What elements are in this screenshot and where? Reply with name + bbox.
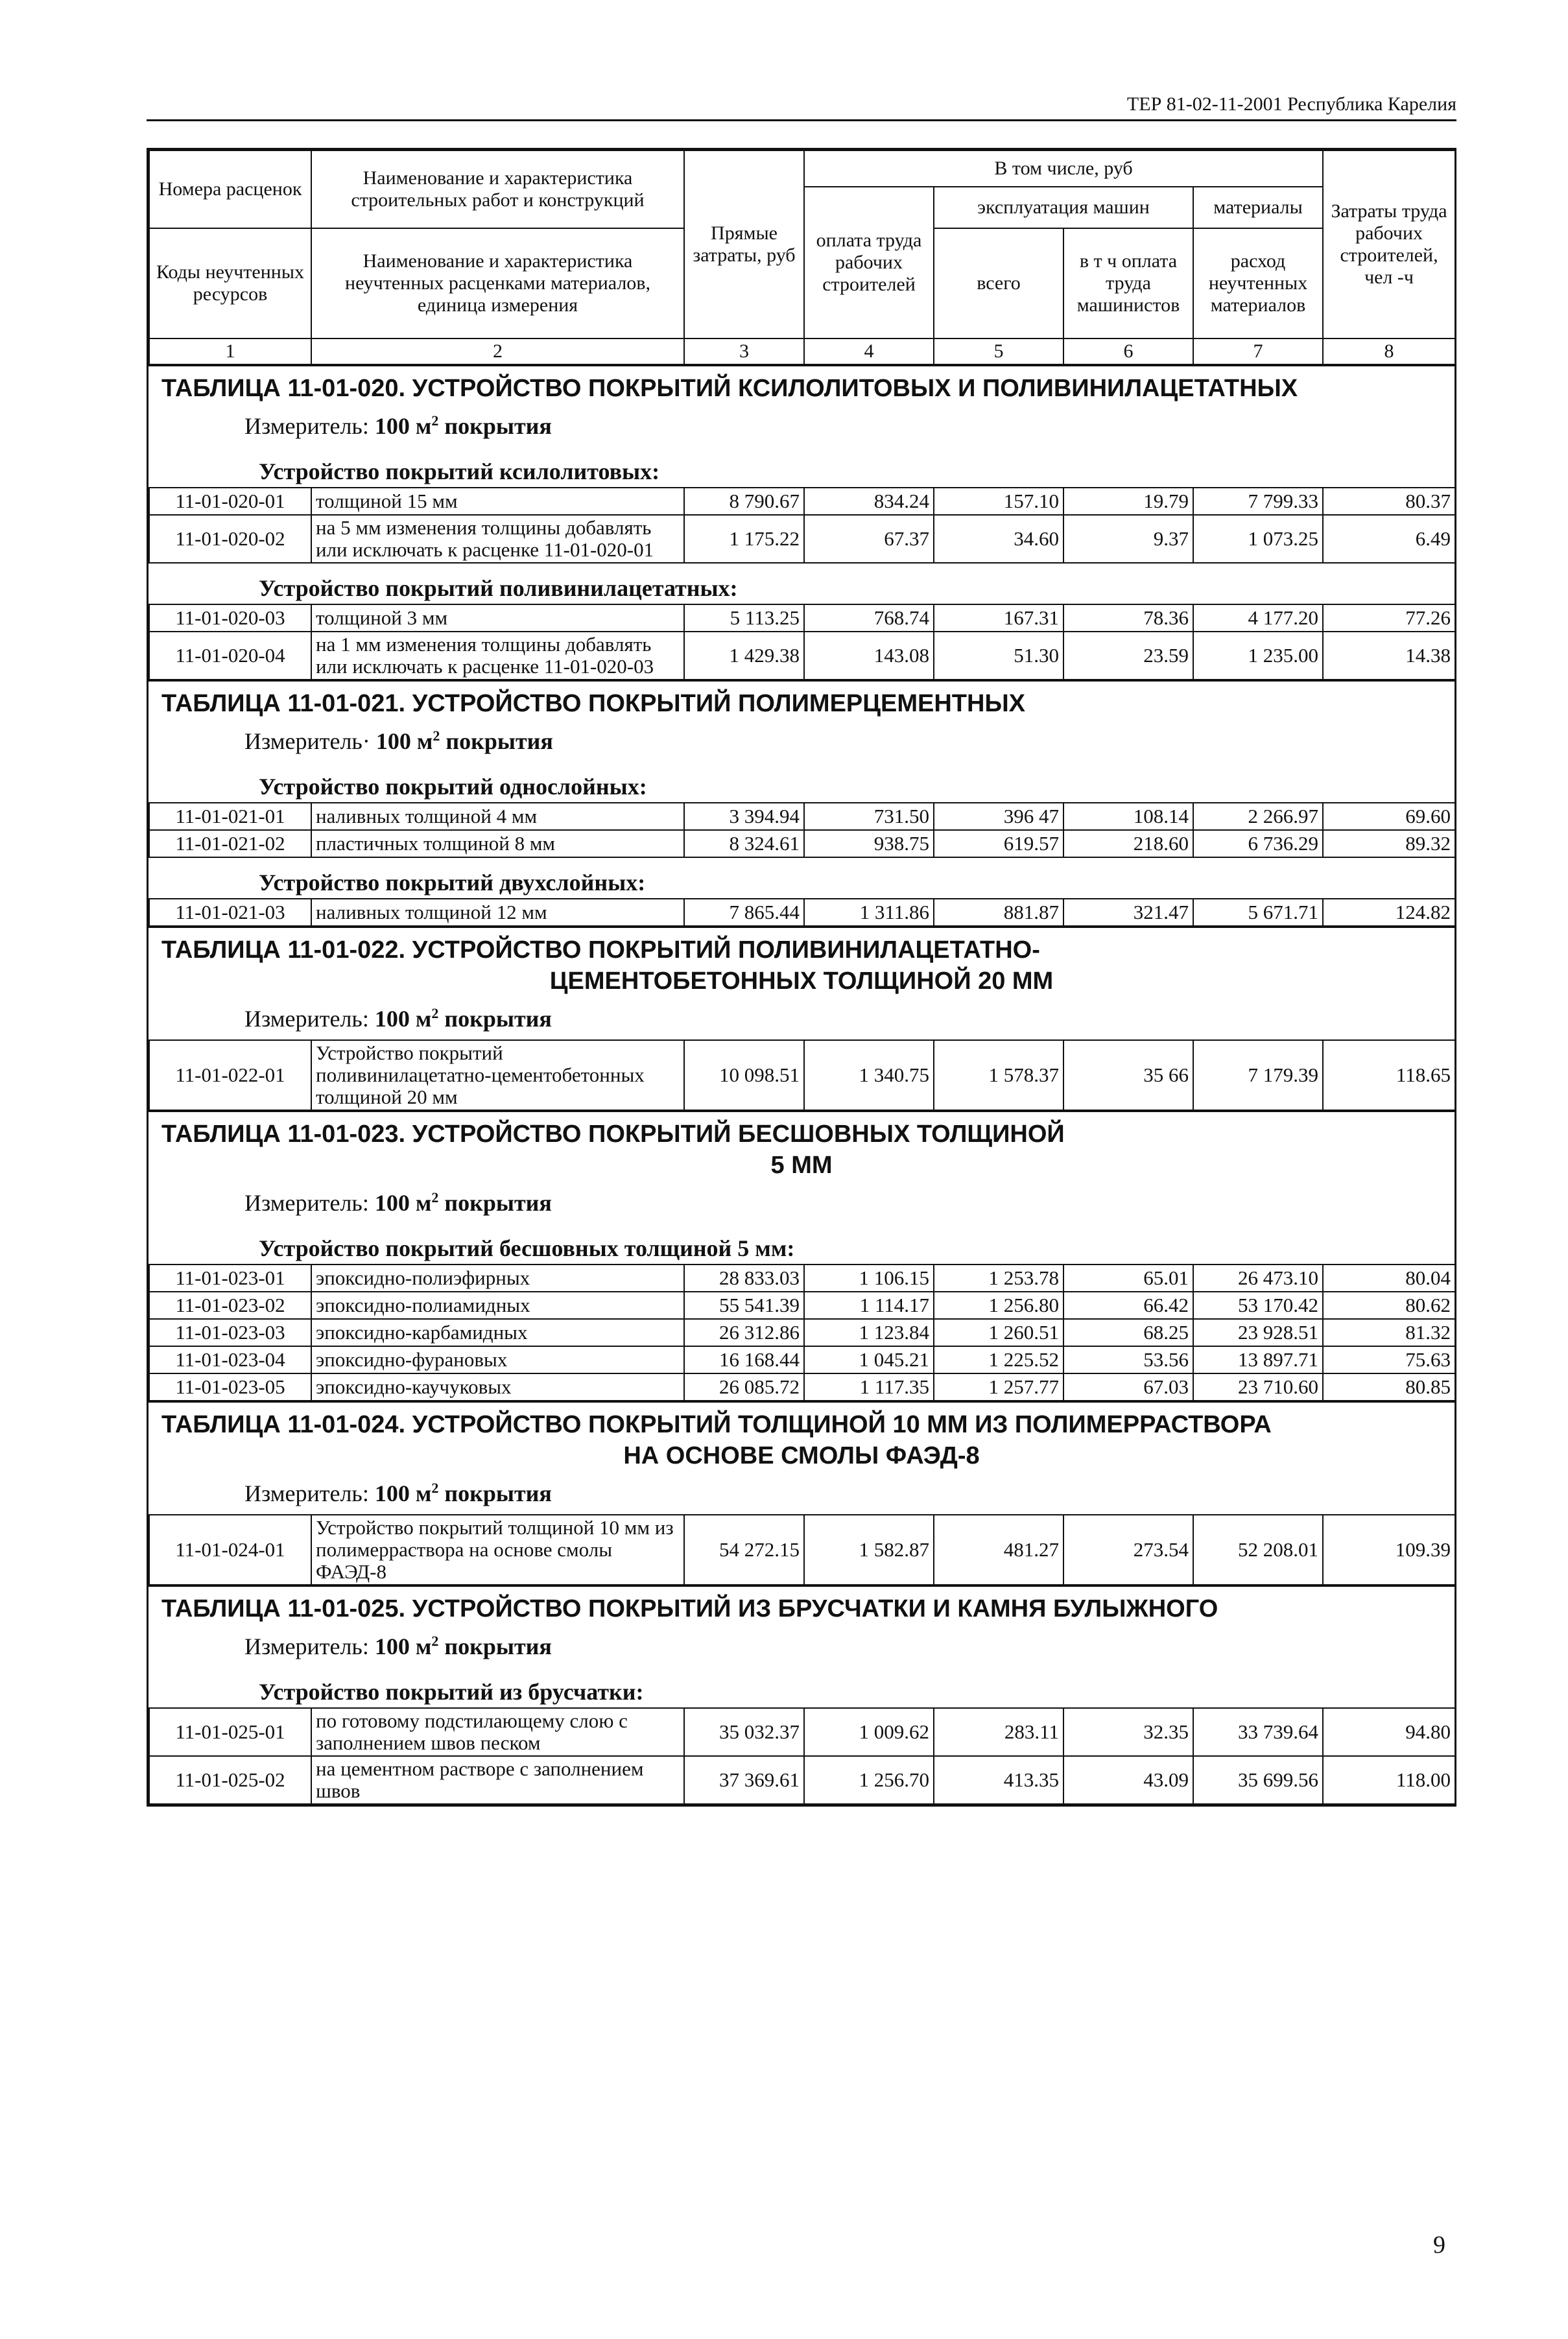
- labor-pay-value: 938.75: [804, 830, 934, 857]
- materials-value: 1 235.00: [1193, 632, 1323, 680]
- table-title: [148, 366, 1455, 404]
- table-title: [148, 1587, 1455, 1624]
- measure-label: Измеритель:: [244, 1480, 369, 1506]
- column-header-table: [148, 150, 1456, 365]
- rate-table-section: [148, 1585, 1455, 1805]
- direct-costs-value: 1 429.38: [684, 632, 804, 680]
- direct-costs-value: 37 369.61: [684, 1756, 804, 1804]
- materials-value: 52 208.01: [1193, 1515, 1323, 1585]
- table-row: [149, 1040, 1455, 1110]
- rate-code: 11-01-023-02: [149, 1292, 311, 1319]
- operators-pay-value: 35 66: [1063, 1040, 1193, 1110]
- labor-hours-value: 81.32: [1323, 1319, 1455, 1346]
- measure-number: 100 м: [374, 1006, 432, 1032]
- rate-code: 11-01-023-01: [149, 1264, 311, 1292]
- direct-costs-value: 7 865.44: [684, 899, 804, 926]
- measure-exponent: 2: [431, 1189, 439, 1205]
- operators-pay-value: 78.36: [1063, 604, 1193, 632]
- table-title: [148, 1112, 1455, 1181]
- group-subheading: Устройство покрытий двухслойных:: [259, 870, 646, 896]
- col-number: 4: [804, 338, 934, 364]
- measure-label: Измеритель:: [244, 1006, 369, 1032]
- group-subheading: Устройство покрытий однослойных:: [259, 774, 647, 800]
- col-group-machines: эксплуатация машин: [934, 187, 1193, 228]
- materials-value: 13 897.71: [1193, 1346, 1323, 1373]
- rate-code: 11-01-023-04: [149, 1346, 311, 1373]
- col-number: 2: [311, 338, 684, 364]
- direct-costs-value: 1 175.22: [684, 515, 804, 563]
- operators-pay-value: 9.37: [1063, 515, 1193, 563]
- machines-value: 1 253.78: [934, 1264, 1063, 1292]
- rates-table: [148, 802, 1456, 858]
- measure-value: [375, 1633, 552, 1659]
- table-title-line: ТАБЛИЦА 11-01-024. УСТРОЙСТВО ПОКРЫТИЙ ТОЛЩИНОЙ 10 ММ ИЗ ПОЛИМЕРРАСТВОРА: [161, 1411, 1272, 1438]
- machines-value: 396 47: [934, 803, 1063, 830]
- operators-pay-value: 108.14: [1063, 803, 1193, 830]
- table-row: [149, 1515, 1455, 1585]
- work-name: пластичных толщиной 8 мм: [311, 830, 684, 857]
- work-name: толщиной 3 мм: [311, 604, 684, 632]
- measure-tail: покрытия: [444, 1633, 552, 1659]
- labor-pay-value: 1 045.21: [804, 1346, 934, 1373]
- measure-exponent: 2: [431, 1480, 439, 1496]
- rate-table-section: [148, 365, 1455, 680]
- direct-costs-value: 28 833.03: [684, 1264, 804, 1292]
- machines-value: 413.35: [934, 1756, 1063, 1804]
- measure-value: [375, 1190, 552, 1216]
- materials-value: 53 170.42: [1193, 1292, 1323, 1319]
- direct-costs-value: 8 324.61: [684, 830, 804, 857]
- labor-hours-value: 118.65: [1323, 1040, 1455, 1110]
- rate-code: 11-01-024-01: [149, 1515, 311, 1585]
- table-title-line: ТАБЛИЦА 11-01-023. УСТРОЙСТВО ПОКРЫТИЙ БЕСШОВНЫХ ТОЛЩИНОЙ: [161, 1121, 1065, 1148]
- rates-table: [148, 1707, 1456, 1805]
- labor-pay-value: 1 582.87: [804, 1515, 934, 1585]
- measure-number: 100 м: [374, 1480, 432, 1506]
- direct-costs-value: 5 113.25: [684, 604, 804, 632]
- work-name: толщиной 15 мм: [311, 488, 684, 515]
- materials-value: 5 671.71: [1193, 899, 1323, 926]
- machines-value: 51.30: [934, 632, 1063, 680]
- measure-unit: [148, 1181, 1455, 1224]
- work-name: эпоксидно-карбамидных: [311, 1319, 684, 1346]
- materials-value: 7 179.39: [1193, 1040, 1323, 1110]
- rate-code: 11-01-020-02: [149, 515, 311, 563]
- table-title-line: ТАБЛИЦА 11-01-020. УСТРОЙСТВО ПОКРЫТИЙ КСИЛОЛИТОВЫХ И ПОЛИВИНИЛАЦЕТАТНЫХ: [161, 375, 1298, 402]
- measure-unit: [148, 719, 1455, 762]
- work-name: Устройство покрытий толщиной 10 мм из полимерраствора на основе смолы ФАЭД-8: [311, 1515, 684, 1585]
- col-labor-pay: оплата труда рабочих строителей: [804, 187, 934, 338]
- materials-value: 26 473.10: [1193, 1264, 1323, 1292]
- rates-table: [148, 1264, 1456, 1401]
- col-group-materials: материалы: [1193, 187, 1323, 228]
- operators-pay-value: 53.56: [1063, 1346, 1193, 1373]
- document-code: ТЕР 81-02-11-2001 Республика Карелия: [1126, 93, 1456, 115]
- direct-costs-value: 26 085.72: [684, 1373, 804, 1401]
- operators-pay-value: 66.42: [1063, 1292, 1193, 1319]
- measure-tail: покрытия: [444, 1190, 552, 1216]
- measure-number: 100 м: [374, 1190, 432, 1216]
- machines-value: 619.57: [934, 830, 1063, 857]
- operators-pay-value: 68.25: [1063, 1319, 1193, 1346]
- measure-unit: [148, 1471, 1455, 1514]
- work-name: эпоксидно-полиамидных: [311, 1292, 684, 1319]
- labor-hours-value: 6.49: [1323, 515, 1455, 563]
- measure-tail: покрытия: [444, 1006, 552, 1032]
- col-materials-consumption: расход неучтенных материалов: [1193, 228, 1323, 338]
- rate-code: 11-01-023-03: [149, 1319, 311, 1346]
- materials-value: 7 799.33: [1193, 488, 1323, 515]
- table-row: [149, 632, 1455, 680]
- page-header: [147, 89, 1456, 121]
- measure-unit: [148, 404, 1455, 447]
- rate-code: 11-01-022-01: [149, 1040, 311, 1110]
- materials-value: 23 710.60: [1193, 1373, 1323, 1401]
- work-name: эпоксидно-фурановых: [311, 1346, 684, 1373]
- rate-code: 11-01-021-03: [149, 899, 311, 926]
- machines-value: 1 256.80: [934, 1292, 1063, 1319]
- table-title-line: 5 ММ: [770, 1152, 833, 1179]
- operators-pay-value: 321.47: [1063, 899, 1193, 926]
- measure-exponent: 2: [433, 728, 440, 744]
- machines-value: 1 257.77: [934, 1373, 1063, 1401]
- direct-costs-value: 8 790.67: [684, 488, 804, 515]
- operators-pay-value: 218.60: [1063, 830, 1193, 857]
- table-row: [149, 1292, 1455, 1319]
- work-name: Устройство покрытий поливинилацетатно-цементобетонных толщиной 20 мм: [311, 1040, 684, 1110]
- operators-pay-value: 43.09: [1063, 1756, 1193, 1804]
- measure-number: 100 м: [375, 728, 433, 754]
- measure-unit: [148, 997, 1455, 1039]
- work-name: на цементном растворе с заполнением швов: [311, 1756, 684, 1804]
- labor-hours-value: 14.38: [1323, 632, 1455, 680]
- measure-exponent: 2: [431, 1633, 439, 1649]
- table-row: [149, 604, 1455, 632]
- materials-value: 4 177.20: [1193, 604, 1323, 632]
- col-operators-pay: в т ч оплата труда машинистов: [1063, 228, 1193, 338]
- machines-value: 1 578.37: [934, 1040, 1063, 1110]
- operators-pay-value: 273.54: [1063, 1515, 1193, 1585]
- rates-table: [148, 898, 1456, 927]
- measure-exponent: 2: [431, 412, 439, 429]
- measure-value: [375, 1480, 552, 1506]
- materials-value: 2 266.97: [1193, 803, 1323, 830]
- table-title-line: ТАБЛИЦА 11-01-022. УСТРОЙСТВО ПОКРЫТИЙ ПОЛИВИНИЛАЦЕТАТНО-: [161, 936, 1040, 964]
- measure-value: [375, 1006, 552, 1032]
- labor-pay-value: 1 340.75: [804, 1040, 934, 1110]
- labor-hours-value: 80.37: [1323, 488, 1455, 515]
- measure-label: Измеритель:: [244, 1190, 369, 1216]
- rates-table: [148, 1039, 1456, 1111]
- direct-costs-value: 16 168.44: [684, 1346, 804, 1373]
- rate-table-section: [148, 680, 1455, 927]
- materials-value: 23 928.51: [1193, 1319, 1323, 1346]
- labor-pay-value: 143.08: [804, 632, 934, 680]
- operators-pay-value: 19.79: [1063, 488, 1193, 515]
- table-row: [149, 515, 1455, 563]
- table-title-line: ЦЕМЕНТОБЕТОННЫХ ТОЛЩИНОЙ 20 ММ: [549, 968, 1054, 995]
- rate-table-section: [148, 1401, 1455, 1585]
- labor-hours-value: 80.04: [1323, 1264, 1455, 1292]
- page-number: 9: [1433, 2231, 1445, 2259]
- table-row: [149, 1373, 1455, 1401]
- table-row: [149, 1708, 1455, 1756]
- col-codes-bottom: Коды неучтенных ресурсов: [149, 228, 311, 338]
- work-name: по готовому подстилающему слою с заполнением швов песком: [311, 1708, 684, 1756]
- measure-tail: покрытия: [445, 728, 553, 754]
- labor-pay-value: 768.74: [804, 604, 934, 632]
- table-row: [149, 830, 1455, 857]
- labor-hours-value: 118.00: [1323, 1756, 1455, 1804]
- materials-value: 6 736.29: [1193, 830, 1323, 857]
- table-row: [149, 1319, 1455, 1346]
- work-name: на 5 мм изменения толщины добавлять или исключать к расценке 11-01-020-01: [311, 515, 684, 563]
- machines-value: 167.31: [934, 604, 1063, 632]
- measure-tail: покрытия: [444, 1480, 552, 1506]
- direct-costs-value: 35 032.37: [684, 1708, 804, 1756]
- labor-hours-value: 94.80: [1323, 1708, 1455, 1756]
- col-name-bottom: Наименование и характеристика неучтенных расценками материалов, единица измерения: [311, 228, 684, 338]
- table-row: [149, 1346, 1455, 1373]
- direct-costs-value: 3 394.94: [684, 803, 804, 830]
- table-row: [149, 803, 1455, 830]
- machines-value: 1 260.51: [934, 1319, 1063, 1346]
- rate-table-section: [148, 927, 1455, 1111]
- machines-value: 157.10: [934, 488, 1063, 515]
- rate-code: 11-01-025-01: [149, 1708, 311, 1756]
- labor-pay-value: 1 311.86: [804, 899, 934, 926]
- rate-code: 11-01-020-03: [149, 604, 311, 632]
- rate-code: 11-01-021-02: [149, 830, 311, 857]
- rate-tables: [148, 365, 1455, 1805]
- table-title: [148, 682, 1455, 719]
- labor-hours-value: 89.32: [1323, 830, 1455, 857]
- measure-number: 100 м: [374, 413, 432, 439]
- direct-costs-value: 54 272.15: [684, 1515, 804, 1585]
- col-machines-total: всего: [934, 228, 1063, 338]
- table-row: [149, 1264, 1455, 1292]
- measure-tail: покрытия: [444, 413, 552, 439]
- measure-number: 100 м: [374, 1633, 432, 1659]
- operators-pay-value: 67.03: [1063, 1373, 1193, 1401]
- labor-pay-value: 1 256.70: [804, 1756, 934, 1804]
- rate-code: 11-01-020-01: [149, 488, 311, 515]
- machines-value: 34.60: [934, 515, 1063, 563]
- labor-pay-value: 731.50: [804, 803, 934, 830]
- col-name-top: Наименование и характеристика строительных работ и конструкций: [311, 150, 684, 228]
- rate-code: 11-01-023-05: [149, 1373, 311, 1401]
- labor-pay-value: 1 117.35: [804, 1373, 934, 1401]
- labor-hours-value: 80.85: [1323, 1373, 1455, 1401]
- measure-value: [375, 413, 552, 439]
- table-row: [149, 488, 1455, 515]
- work-name: наливных толщиной 4 мм: [311, 803, 684, 830]
- col-number: 1: [149, 338, 311, 364]
- measure-label: Измеритель·: [244, 728, 370, 754]
- labor-hours-value: 109.39: [1323, 1515, 1455, 1585]
- measure-exponent: 2: [431, 1005, 439, 1021]
- rates-table: [148, 1514, 1456, 1585]
- labor-pay-value: 1 106.15: [804, 1264, 934, 1292]
- labor-pay-value: 1 009.62: [804, 1708, 934, 1756]
- labor-hours-value: 80.62: [1323, 1292, 1455, 1319]
- labor-pay-value: 67.37: [804, 515, 934, 563]
- labor-hours-value: 124.82: [1323, 899, 1455, 926]
- table-title-line: НА ОСНОВЕ СМОЛЫ ФАЭД-8: [623, 1442, 980, 1469]
- labor-pay-value: 1 114.17: [804, 1292, 934, 1319]
- labor-hours-value: 69.60: [1323, 803, 1455, 830]
- column-number-row: [149, 338, 1455, 364]
- col-group-total: В том числе, руб: [804, 150, 1323, 187]
- col-number: 6: [1063, 338, 1193, 364]
- col-direct-costs: Прямые затраты, руб: [684, 150, 804, 338]
- rate-code: 11-01-020-04: [149, 632, 311, 680]
- machines-value: 481.27: [934, 1515, 1063, 1585]
- direct-costs-value: 10 098.51: [684, 1040, 804, 1110]
- measure-unit: [148, 1624, 1455, 1667]
- operators-pay-value: 32.35: [1063, 1708, 1193, 1756]
- materials-value: 1 073.25: [1193, 515, 1323, 563]
- direct-costs-value: 26 312.86: [684, 1319, 804, 1346]
- group-subheading: Устройство покрытий ксилолитовых:: [259, 458, 660, 484]
- group-subheading: Устройство покрытий бесшовных толщиной 5 мм:: [259, 1235, 795, 1261]
- col-codes-top: Номера расценок: [149, 150, 311, 228]
- measure-label: Измеритель:: [244, 413, 369, 439]
- labor-hours-value: 77.26: [1323, 604, 1455, 632]
- operators-pay-value: 65.01: [1063, 1264, 1193, 1292]
- machines-value: 881.87: [934, 899, 1063, 926]
- work-name: эпоксидно-каучуковых: [311, 1373, 684, 1401]
- work-name: на 1 мм изменения толщины добавлять или исключать к расценке 11-01-020-03: [311, 632, 684, 680]
- machines-value: 283.11: [934, 1708, 1063, 1756]
- work-name: эпоксидно-полиэфирных: [311, 1264, 684, 1292]
- measure-value: [376, 728, 553, 754]
- table-title: [148, 928, 1455, 997]
- price-document: [147, 148, 1456, 1807]
- operators-pay-value: 23.59: [1063, 632, 1193, 680]
- col-labor-hours: Затраты труда рабочих строителей, чел -ч: [1323, 150, 1455, 338]
- col-number: 8: [1323, 338, 1455, 364]
- machines-value: 1 225.52: [934, 1346, 1063, 1373]
- col-number: 3: [684, 338, 804, 364]
- group-subheading: Устройство покрытий поливинилацетатных:: [259, 575, 738, 601]
- labor-pay-value: 834.24: [804, 488, 934, 515]
- materials-value: 35 699.56: [1193, 1756, 1323, 1804]
- materials-value: 33 739.64: [1193, 1708, 1323, 1756]
- work-name: наливных толщиной 12 мм: [311, 899, 684, 926]
- labor-hours-value: 75.63: [1323, 1346, 1455, 1373]
- col-number: 7: [1193, 338, 1323, 364]
- table-row: [149, 899, 1455, 926]
- rate-table-section: [148, 1111, 1455, 1401]
- rate-code: 11-01-025-02: [149, 1756, 311, 1804]
- rates-table: [148, 604, 1456, 680]
- col-number: 5: [934, 338, 1063, 364]
- table-row: [149, 1756, 1455, 1804]
- measure-label: Измеритель:: [244, 1633, 369, 1659]
- table-title-line: ТАБЛИЦА 11-01-025. УСТРОЙСТВО ПОКРЫТИЙ ИЗ БРУСЧАТКИ И КАМНЯ БУЛЫЖНОГО: [161, 1595, 1218, 1622]
- rates-table: [148, 487, 1456, 564]
- table-title: [148, 1403, 1455, 1471]
- group-subheading: Устройство покрытий из брусчатки:: [259, 1679, 644, 1705]
- direct-costs-value: 55 541.39: [684, 1292, 804, 1319]
- rate-code: 11-01-021-01: [149, 803, 311, 830]
- table-title-line: ТАБЛИЦА 11-01-021. УСТРОЙСТВО ПОКРЫТИЙ ПОЛИМЕРЦЕМЕНТНЫХ: [161, 690, 1026, 717]
- labor-pay-value: 1 123.84: [804, 1319, 934, 1346]
